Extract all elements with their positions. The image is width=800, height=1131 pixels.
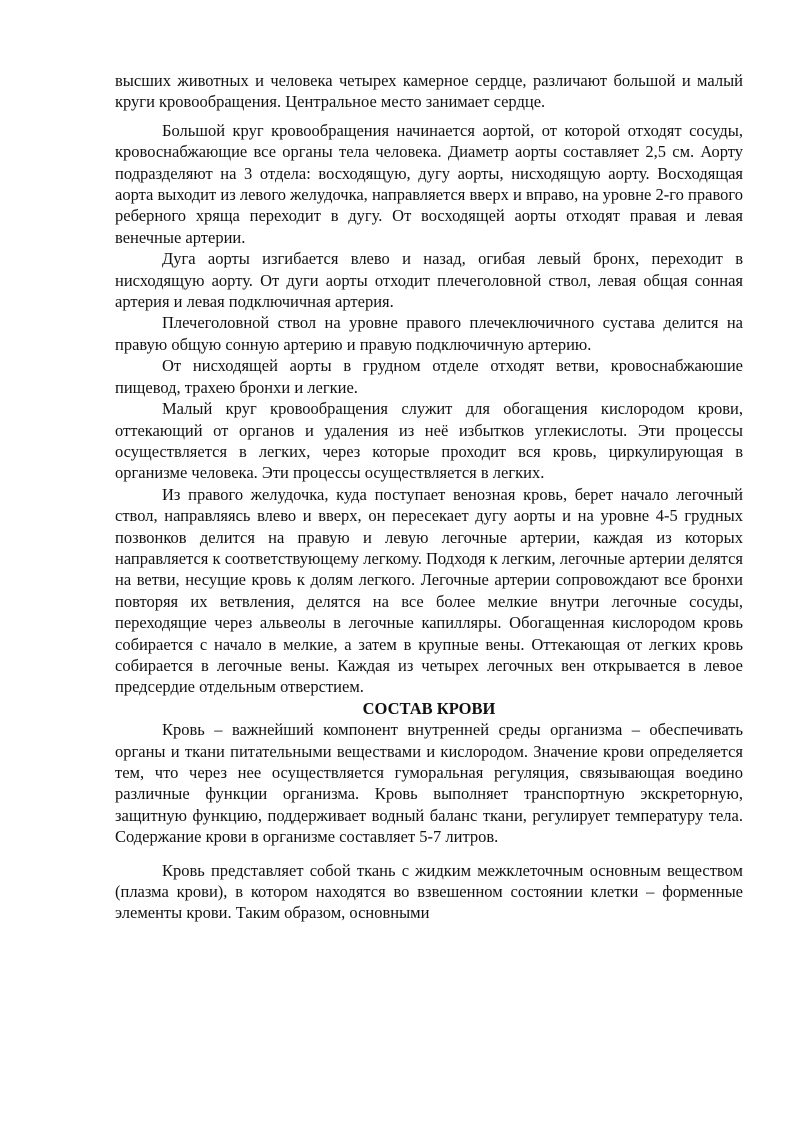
paragraph-aortic-arch: Дуга аорты изгибается влево и назад, огибая левый бронх, переходит в нисходящую аорту. От дуги аорты отходит плечеголовной ствол, левая общая сонная артерия и левая подключичная артерия. bbox=[115, 249, 743, 312]
paragraph-blood-composition: Кровь представляет собой ткань с жидким межклеточным основным веществом (плазма крови), в котором находятся во взвешенном состоянии клетки – форменные элементы крови. Таким образом, основными bbox=[115, 860, 743, 923]
paragraph-descending-aorta: От нисходящей аорты в грудном отделе отходят ветви, кровоснабжаюшие пищевод, трахею бронхи и легкие. bbox=[115, 356, 743, 397]
paragraph-blood-importance: Кровь – важнейший компонент внутренней среды организма – обеспечивать органы и ткани питательными веществами и кислородом. Значение крови определяется тем, что через нее осуществляется гуморальная регуляция, связывающая воедино различные функции организма. Кровь выполняет транспортную экскреторную, защитную функцию, поддерживает водный баланс ткани, регулирует температуру тела. Содержание крови в организме составляет 5-7 литров. bbox=[115, 720, 743, 847]
section-heading: СОСТАВ КРОВИ bbox=[362, 698, 496, 718]
paragraph-brachiocephalic-trunk: Плечеголовной ствол на уровне правого плечеключичного сустава делится на правую общую сонную артерию и правую подключичную артерию. bbox=[115, 313, 743, 354]
paragraph-continuation: высших животных и человека четырех камерное сердце, различают большой и малый круги кровообращения. Центральное место занимает сердце. bbox=[115, 71, 743, 112]
paragraph-systemic-circulation: Большой круг кровообращения начинается аортой, от которой отходят сосуды, кровоснабжающие все органы тела человека. Диаметр аорты составляет 2,5 см. Аорту подразделяют на 3 отдела: восходящую, дугу аорты, нисходящую аорту. Восходящая аорта выходит из левого желудочка, направляется вверх и вправо, на уровне 2-го правого реберного хряща переходит в дугу. От восходящей аорты отходят правая и левая венечные артерии. bbox=[115, 120, 743, 247]
document-page bbox=[115, 70, 743, 924]
paragraph-pulmonary-trunk: Из правого желудочка, куда поступает венозная кровь, берет начало легочный ствол, направляясь влево и вверх, он пересекает дугу аорты и на уровне 4-5 грудных позвонков делится на правую и левую легочные артерии, каждая из которых направляется к соответствующему легкому. Подходя к легким, легочные артерии делятся на ветви, несущие кровь к долям легкого. Легочные артерии сопровождают все бронхи повторяя их ветвления, делятся на все более мелкие внутри легочные сосуды, переходящие через альвеолы в легочные капилляры. Обогащенная кислородом кровь собирается с начало в мелкие, а затем в крупные вены. Оттекающая от легких кровь собирается в легочные вены. Каждая из четырех легочных вен открывается в левое предсердие отдельным отверстием. bbox=[115, 484, 743, 697]
paragraph-pulmonary-circulation: Малый круг кровообращения служит для обогащения кислородом крови, оттекающий от органов и удаления из неё избытков углекислоты. Эти процессы осуществляется в легких, через которые проходит вся кровь, циркулирующая в организме человека. Эти процессы осуществляется в легких. bbox=[115, 399, 743, 483]
